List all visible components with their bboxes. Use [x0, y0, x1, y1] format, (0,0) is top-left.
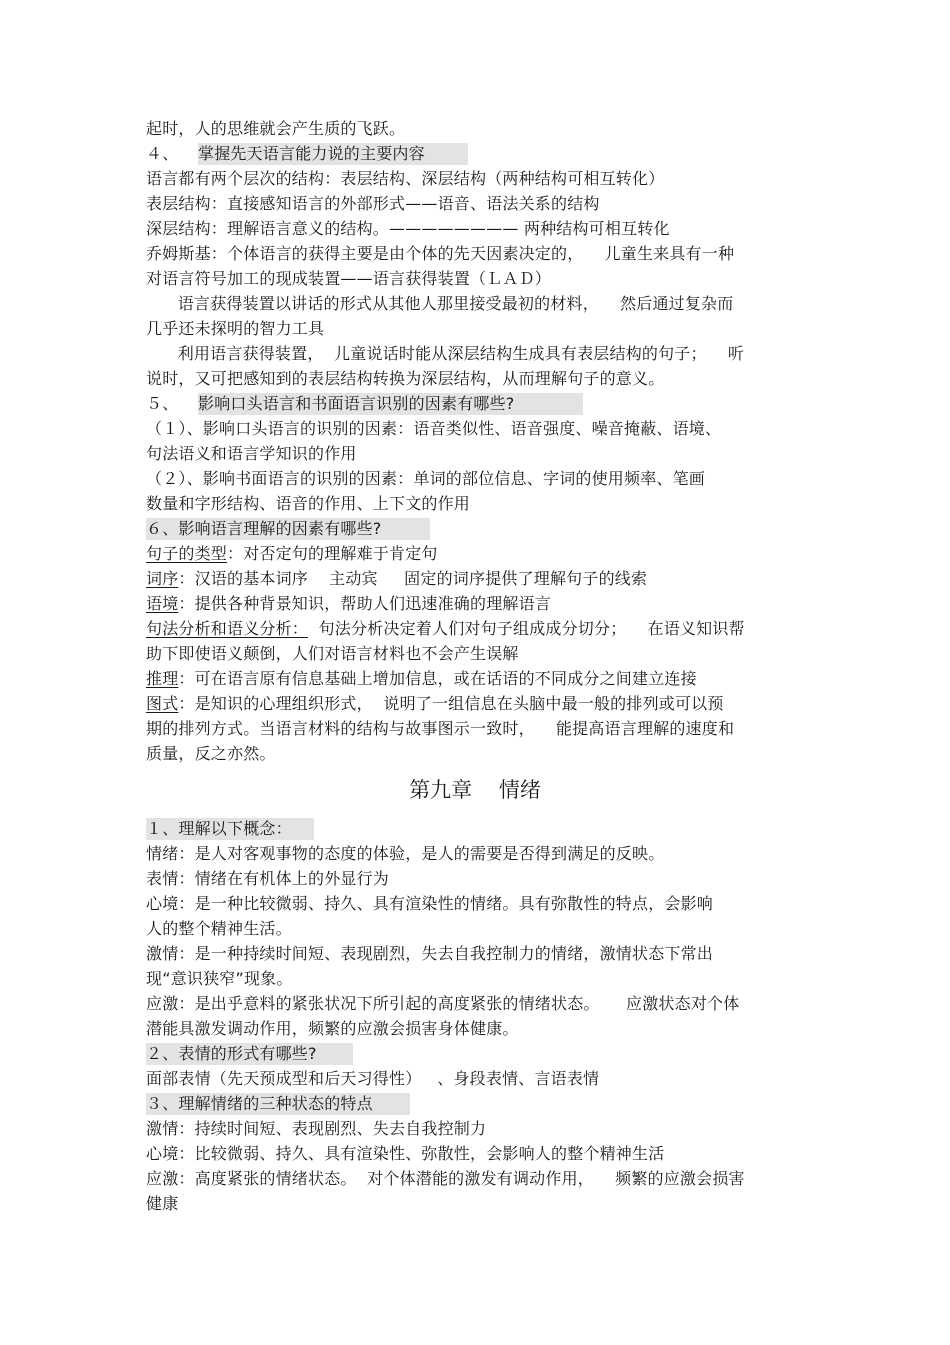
- text-line: 语言都有两个层次的结构：表层结构、深层结构（两种结构可相互转化）: [146, 169, 665, 188]
- text-line: 心境：比较微弱、持久、具有渲染性、弥散性，会影响人的整个精神生活: [146, 1144, 665, 1163]
- term-inference: 推理: [146, 669, 179, 688]
- text-line: 助下即使语义颠倒，人们对语言材料也不会产生误解: [146, 644, 519, 663]
- text-line: 对语言符号加工的现成装置——语言获得装置（ＬＡＤ）: [146, 269, 552, 288]
- text-line: 表层结构：直接感知语言的外部形式——语音、语法关系的结构: [146, 194, 600, 213]
- text-line: （１）、影响口头语言的识别的因素：语音类似性、语音强度、噪音掩蔽、语境、: [146, 419, 722, 438]
- text-line: 应激：高度紧张的情绪状态。 对个体潜能的激发有调动作用， 频繁的应激会损害: [146, 1169, 745, 1188]
- text-line: 句子的类型：对否定句的理解难于肯定句: [146, 544, 438, 563]
- text-line: 词序：汉语的基本词序 主动宾 固定的词序提供了理解句子的线索: [146, 569, 648, 588]
- text-line: 句法语义和语言学知识的作用: [146, 444, 357, 463]
- text-line: 图式：是知识的心理组织形式， 说明了一组信息在头脑中最一般的排列或可以预: [146, 694, 724, 713]
- text-line: 几乎还未探明的智力工具: [146, 319, 325, 338]
- question-4-heading: 掌握先天语言能力说的主要内容: [198, 143, 468, 165]
- text-line: 潜能具激发调动作用，频繁的应激会损害身体健康。: [146, 1019, 519, 1038]
- text-line: 现“意识狭窄”现象。: [146, 969, 293, 988]
- term-sentence-type: 句子的类型: [146, 544, 228, 563]
- text-line: 推理：可在语言原有信息基础上增加信息，或在话语的不同成分之间建立连接: [146, 669, 697, 688]
- term-context: 语境: [146, 594, 179, 613]
- text-line: 起时，人的思维就会产生质的飞跃。: [146, 119, 406, 138]
- question-6-heading: ６、影响语言理解的因素有哪些?: [146, 518, 430, 540]
- text-line: 语言获得装置以讲话的形式从其他人那里接受最初的材料， 然后通过复杂而: [146, 294, 734, 313]
- text-line: 心境：是一种比较微弱、持久、具有渲染性的情绪。具有弥散性的特点，会影响: [146, 894, 714, 913]
- chapter-title: 第九章 情绪: [409, 778, 541, 802]
- text-line: 语境：提供各种背景知识，帮助人们迅速准确的理解语言: [146, 594, 552, 613]
- text-line: 质量，反之亦然。: [146, 744, 276, 763]
- text-line: 期的排列方式。当语言材料的结构与故事图示一致时， 能提高语言理解的速度和: [146, 719, 735, 738]
- text-line: 激情：是一种持续时间短、表现剧烈，失去自我控制力的情绪，激情状态下常出: [146, 944, 714, 963]
- section-3-heading: ３、理解情绪的三种状态的特点: [146, 1093, 410, 1115]
- term-syntax-semantic-analysis: 句法分析和语义分析：: [146, 619, 309, 638]
- text-line: 应激：是出乎意料的紧张状况下所引起的高度紧张的情绪状态。 应激状态对个体: [146, 994, 740, 1013]
- text-line: 说时，又可把感知到的表层结构转换为深层结构，从而理解句子的意义。: [146, 369, 665, 388]
- text-line: 激情：持续时间短、表现剧烈、失去自我控制力: [146, 1119, 487, 1138]
- question-5-heading: 影响口头语言和书面语言识别的因素有哪些?: [198, 393, 583, 415]
- section-1-heading: １、理解以下概念：: [146, 818, 314, 840]
- text-line: 深层结构：理解语言意义的结构。———————— 两种结构可相互转化: [146, 219, 670, 238]
- text-line: 数量和字形结构、语音的作用、上下文的作用: [146, 494, 471, 513]
- section-2-heading: ２、表情的形式有哪些?: [146, 1043, 353, 1065]
- question-5-number: ５、: [146, 394, 179, 413]
- text-line: 人的整个精神生活。: [146, 919, 292, 938]
- text-line: 面部表情（先天预成型和后天习得性） 、身段表情、言语表情: [146, 1069, 600, 1088]
- text-line: 表情：情绪在有机体上的外显行为: [146, 869, 390, 888]
- term-schema: 图式: [146, 694, 179, 713]
- question-4-number: ４、: [146, 144, 179, 163]
- text-line: 健康: [146, 1194, 179, 1213]
- text-line: （２）、影响书面语言的识别的因素：单词的部位信息、字词的使用频率、笔画: [146, 469, 706, 488]
- term-word-order: 词序: [146, 569, 179, 588]
- text-line: 情绪：是人对客观事物的态度的体验，是人的需要是否得到满足的反映。: [146, 844, 665, 863]
- text-line: 句法分析和语义分析： 句法分析决定着人们对句子组成成分切分； 在语义知识帮: [146, 619, 745, 638]
- text-line: 利用语言获得装置， 儿童说话时能从深层结构生成具有表层结构的句子； 听: [146, 344, 745, 363]
- text-line: 乔姆斯基：个体语言的获得主要是由个体的先天因素决定的， 儿童生来具有一种: [146, 244, 735, 263]
